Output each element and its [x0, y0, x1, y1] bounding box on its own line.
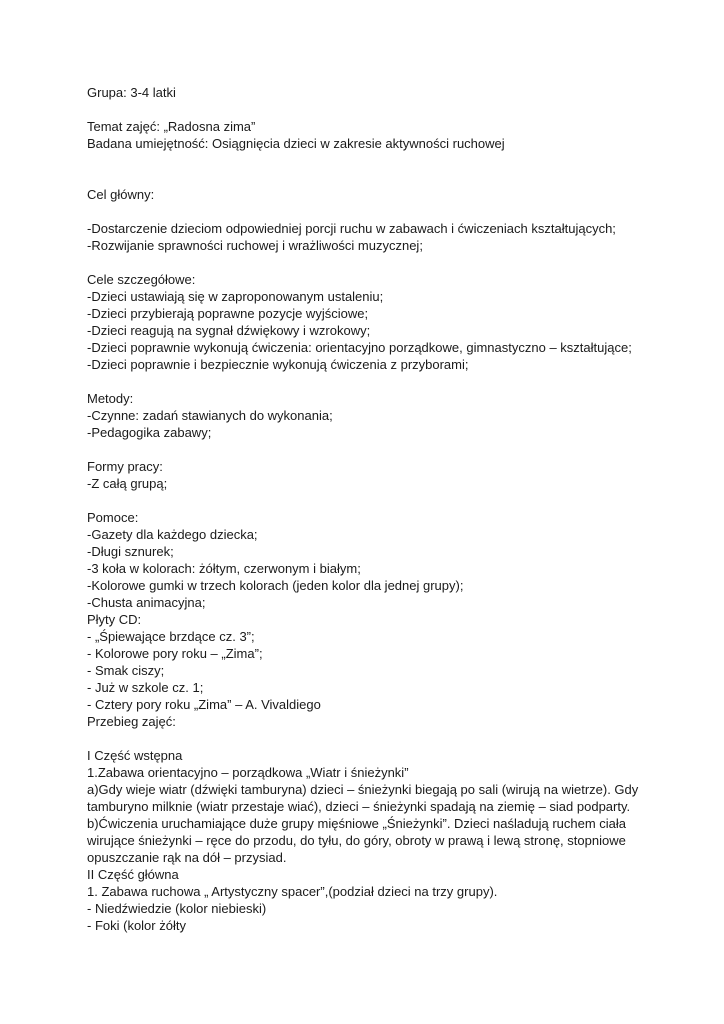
part2-line: - Niedźwiedzie (kolor niebieski)	[87, 901, 267, 916]
part1-line: tamburyno milknie (wiatr przestaje wiać), dzieci – śnieżynki spadają na ziemię – siad podparty.	[87, 799, 631, 814]
aid-item: -Gazety dla każdego dziecka;	[87, 527, 258, 542]
aid-item: -Długi sznurek;	[87, 544, 174, 559]
part1-heading: I Część wstępna	[87, 748, 183, 763]
course-heading: Przebieg zajęć:	[87, 714, 176, 729]
work-forms-heading: Formy pracy:	[87, 459, 163, 474]
detailed-goal-item: -Dzieci poprawnie wykonują ćwiczenia: orientacyjno porządkowe, gimnastyczno – kształtujące;	[87, 340, 632, 355]
group-line: Grupa: 3-4 latki	[87, 85, 176, 100]
detailed-goals-heading: Cele szczegółowe:	[87, 272, 196, 287]
topic-line: Temat zajęć: „Radosna zima”	[87, 119, 256, 134]
cd-item: - Już w szkole cz. 1;	[87, 680, 204, 695]
part2-heading: II Część główna	[87, 867, 179, 882]
methods-heading: Metody:	[87, 391, 134, 406]
detailed-goal-item: -Dzieci poprawnie i bezpiecznie wykonują ćwiczenia z przyborami;	[87, 357, 469, 372]
method-item: -Czynne: zadań stawianych do wykonania;	[87, 408, 333, 423]
part1-line: a)Gdy wieje wiatr (dźwięki tamburyna) dzieci – śnieżynki biegają po sali (wirują na wietrze). Gdy	[87, 782, 639, 797]
document-body	[87, 84, 647, 934]
part1-line: b)Ćwiczenia uruchamiające duże grupy mięśniowe „Śnieżynki”. Dzieci naśladują ruchem ciała	[87, 816, 627, 831]
detailed-goal-item: -Dzieci ustawiają się w zaproponowanym ustaleniu;	[87, 289, 384, 304]
cd-item: - Kolorowe pory roku – „Zima”;	[87, 646, 263, 661]
aid-item: -Kolorowe gumki w trzech kolorach (jeden kolor dla jednej grupy);	[87, 578, 464, 593]
cd-item: - Cztery pory roku „Zima” – A. Vivaldiego	[87, 697, 321, 712]
cd-item: - „Śpiewające brzdące cz. 3”;	[87, 629, 255, 644]
aid-item: -Chusta animacyjna;	[87, 595, 206, 610]
main-goal-item: -Dostarczenie dzieciom odpowiedniej porcji ruchu w zabawach i ćwiczeniach kształtujących;	[87, 221, 616, 236]
main-goal-heading: Cel główny:	[87, 187, 155, 202]
main-goal-item: -Rozwijanie sprawności ruchowej i wrażliwości muzycznej;	[87, 238, 423, 253]
method-item: -Pedagogika zabawy;	[87, 425, 212, 440]
part1-line: 1.Zabawa orientacyjno – porządkowa „Wiatr i śnieżynki”	[87, 765, 409, 780]
skill-line: Badana umiejętność: Osiągnięcia dzieci w zakresie aktywności ruchowej	[87, 136, 505, 151]
cd-item: - Smak ciszy;	[87, 663, 165, 678]
part1-line: wirujące śnieżynki – ręce do przodu, do tyłu, do góry, obroty w prawą i lewą stronę, stopniowe	[87, 833, 626, 848]
aids-heading: Pomoce:	[87, 510, 139, 525]
part1-line: opuszczanie rąk na dół – przysiad.	[87, 850, 287, 865]
aid-item: -3 koła w kolorach: żółtym, czerwonym i białym;	[87, 561, 361, 576]
cds-heading: Płyty CD:	[87, 612, 142, 627]
work-form-item: -Z całą grupą;	[87, 476, 168, 491]
detailed-goal-item: -Dzieci reagują na sygnał dźwiękowy i wzrokowy;	[87, 323, 371, 338]
part2-line: - Foki (kolor żółty	[87, 918, 186, 933]
part2-line: 1. Zabawa ruchowa „ Artystyczny spacer”,(podział dzieci na trzy grupy).	[87, 884, 498, 899]
detailed-goal-item: -Dzieci przybierają poprawne pozycje wyjściowe;	[87, 306, 369, 321]
